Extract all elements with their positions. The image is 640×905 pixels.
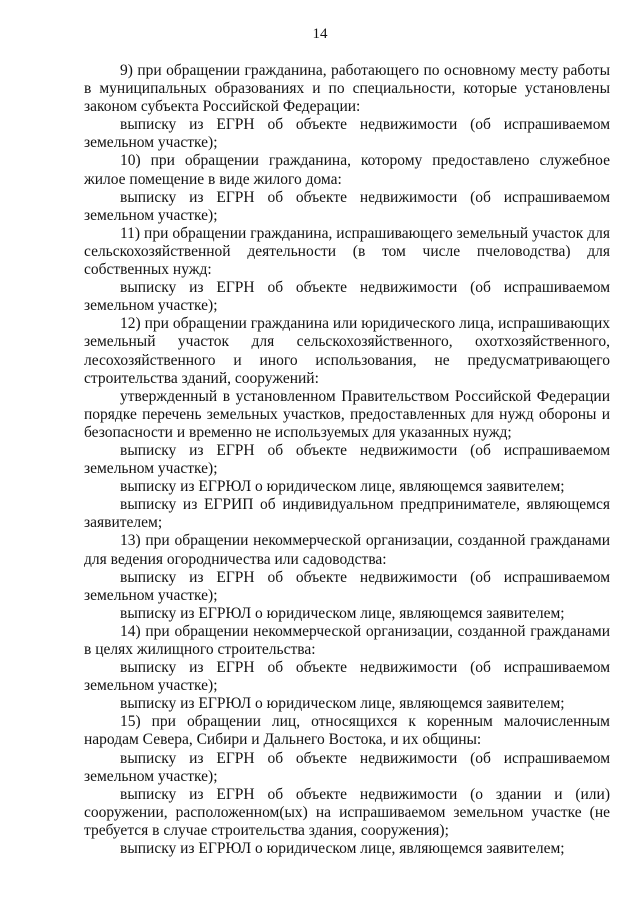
paragraph: 12) при обращении гражданина или юридического лица, испрашивающих земельный участок для сельскохозяйственного, охотхозяйственного, лесохозяйственного и иного использования, не предусматривающего строительства зданий, сооружений:: [84, 315, 610, 387]
paragraph: выписку из ЕГРН об объекте недвижимости (о здании и (или) сооружении, расположенном(ых) на испрашиваемом земельном участке (не требуется в случае строительства здания, сооружения);: [84, 785, 610, 839]
paragraph: выписку из ЕГРН об объекте недвижимости (об испрашиваемом земельном участке);: [84, 441, 610, 478]
page-number: 14: [312, 26, 328, 42]
paragraph: 15) при обращении лиц, относящихся к коренным малочисленным народам Севера, Сибири и Дальнего Востока, и их общины:: [84, 713, 610, 749]
paragraph: утвержденный в установленном Правительством Российской Федерации порядке перечень земельных участков, предоставленных для нужд обороны и безопасности и временно не используемых для указанных нужд;: [84, 387, 610, 441]
paragraph: 14) при обращении некоммерческой организации, созданной гражданами в целях жилищного строительства:: [84, 622, 610, 658]
paragraph: выписку из ЕГРН об объекте недвижимости (об испрашиваемом земельном участке);: [84, 659, 610, 695]
paragraph: 10) при обращении гражданина, которому предоставлено служебное жилое помещение в виде жилого дома:: [84, 152, 610, 188]
document-body: [84, 62, 610, 858]
paragraph: выписку из ЕГРЮЛ о юридическом лице, являющемся заявителем;: [120, 840, 565, 858]
paragraph: 11) при обращении гражданина, испрашивающего земельный участок для сельскохозяйственной деятельности (в том числе пчеловодства) для собственных нужд:: [84, 224, 610, 279]
paragraph: выписку из ЕГРЮЛ о юридическом лице, являющемся заявителем;: [120, 478, 565, 496]
paragraph: выписку из ЕГРН об объекте недвижимости (об испрашиваемом земельном участке);: [84, 188, 610, 224]
paragraph: выписку из ЕГРН об объекте недвижимости (об испрашиваемом земельном участке);: [84, 749, 610, 785]
paragraph: 9) при обращении гражданина, работающего по основному месту работы в муниципальных образованиях и по специальности, которые установлены законом субъекта Российской Федерации:: [84, 62, 610, 116]
paragraph: выписку из ЕГРН об объекте недвижимости (об испрашиваемом земельном участке);: [84, 568, 610, 604]
paragraph: 13) при обращении некоммерческой организации, созданной гражданами для ведения огородничества или садоводства:: [84, 532, 610, 568]
paragraph: выписку из ЕГРЮЛ о юридическом лице, являющемся заявителем;: [120, 604, 565, 622]
paragraph: выписку из ЕГРН об объекте недвижимости (об испрашиваемом земельном участке);: [84, 279, 610, 315]
paragraph: выписку из ЕГРЮЛ о юридическом лице, являющемся заявителем;: [120, 695, 565, 713]
paragraph: выписку из ЕГРН об объекте недвижимости (об испрашиваемом земельном участке);: [84, 116, 610, 152]
paragraph: выписку из ЕГРИП об индивидуальном предпринимателе, являющемся заявителем;: [84, 496, 610, 532]
